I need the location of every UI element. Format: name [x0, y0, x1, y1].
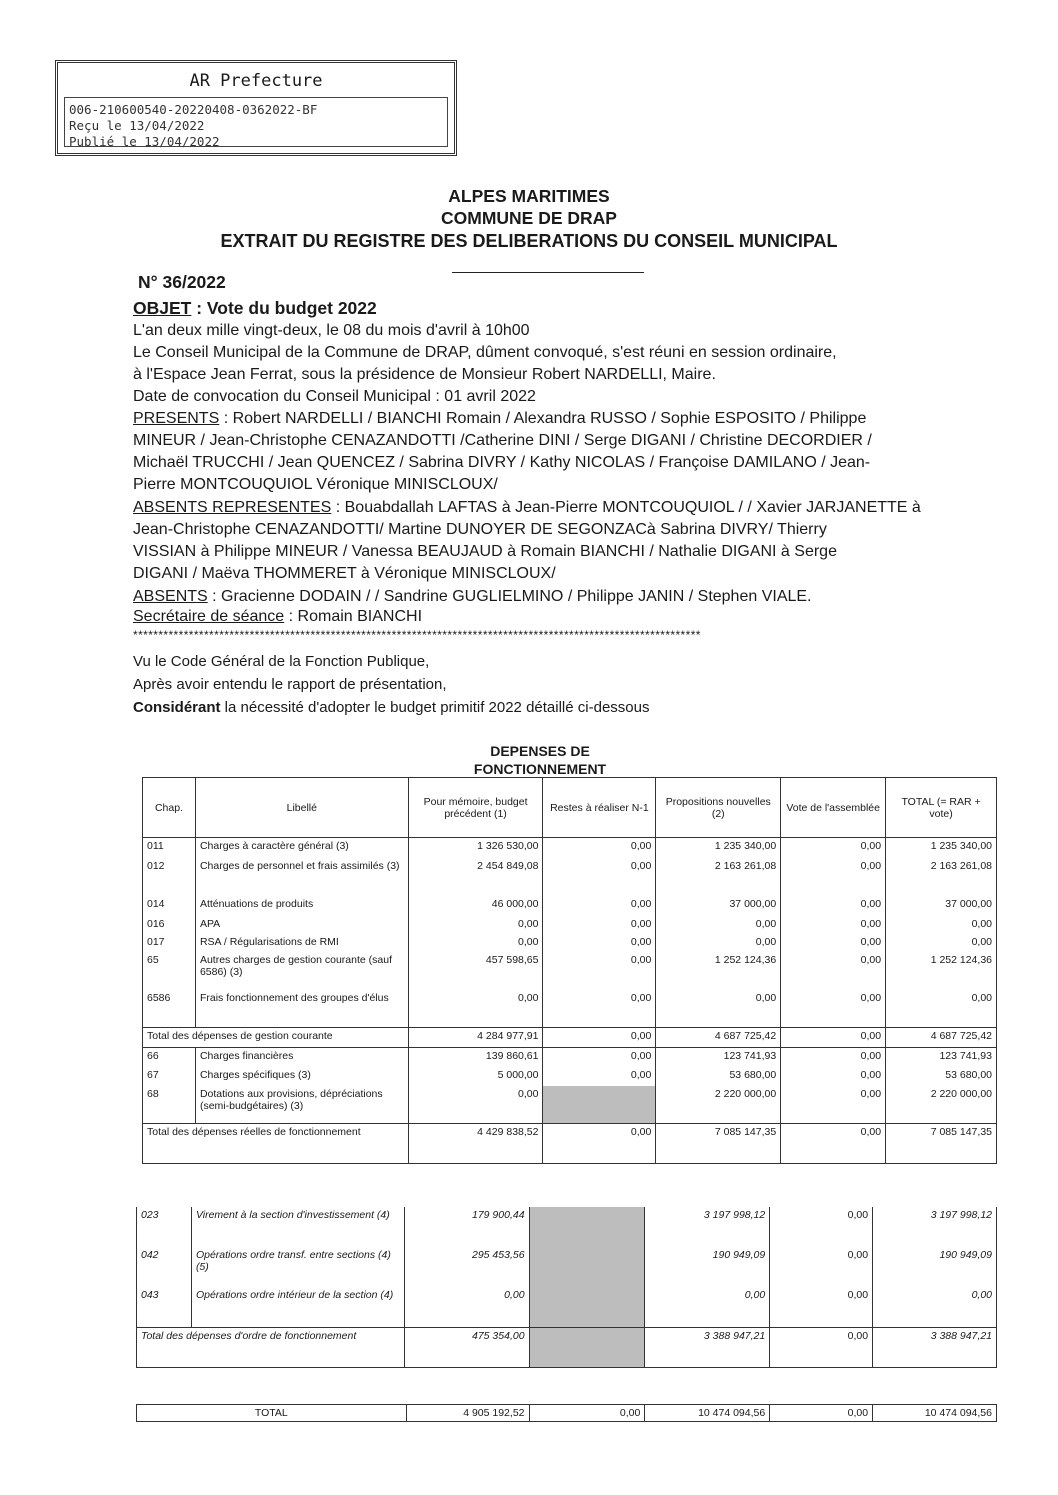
header-rule — [452, 272, 644, 273]
stamp-title: AR Prefecture — [189, 71, 323, 91]
paragraph-lieu: à l'Espace Jean Ferrat, sous la présidence de Monsieur Robert NARDELLI, Maire. — [133, 366, 716, 383]
header-title: EXTRAIT DU REGISTRE DES DELIBERATIONS DU CONSEIL MUNICIPAL — [220, 231, 838, 251]
absents-line: ABSENTS : Gracienne DODAIN / / Sandrine GUGLIELMINO / Philippe JANIN / Stephen VIALE. — [133, 588, 812, 605]
objet-label: OBJET — [133, 298, 192, 318]
prefecture-stamp — [55, 60, 457, 156]
total-row: Total des dépenses réelles de fonctionnement 4 429 838,52 0,00 7 085 147,35 0,00 7 085 147,35 — [143, 1124, 997, 1164]
separator-stars: **************************************************************************************************************** — [133, 628, 701, 642]
ordre-table — [136, 1207, 997, 1368]
total-row: Total des dépenses de gestion courante 4 284 977,91 0,00 4 687 725,42 0,00 4 687 725,42 — [143, 1028, 997, 1048]
header-department: ALPES MARITIMES — [448, 186, 610, 206]
absents-representes-line-2: Jean-Christophe CENAZANDOTTI/ Martine DUNOYER DE SEGONZACà Sabrina DIVRY/ Thierry — [133, 521, 827, 538]
grand-total-row: TOTAL 4 905 192,52 0,00 10 474 094,56 0,00 10 474 094,56 — [137, 1405, 997, 1422]
presents-label: PRESENTS — [133, 410, 220, 427]
grand-total-table — [136, 1404, 997, 1422]
table-row: 017 RSA / Régularisations de RMI 0,00 0,00 0,00 0,00 0,00 — [143, 934, 997, 952]
header-vote: Vote de l'assemblée — [781, 778, 886, 838]
absents-label: ABSENTS — [133, 588, 208, 605]
absents-representes-line-4: DIGANI / Maëva THOMMERET à Véronique MINISCLOUX/ — [133, 565, 556, 582]
absents-representes-line-1: ABSENTS REPRESENTES : Bouabdallah LAFTAS à Jean-Pierre MONTCOUQUIOL / / Xavier JARJANETTE à — [133, 499, 921, 516]
presents-line-1: PRESENTS : Robert NARDELLI / BIANCHI Romain / Alexandra RUSSO / Sophie ESPOSITO / Philippe — [133, 410, 867, 427]
table-row: 66 Charges financières 139 860,61 0,00 123 741,93 0,00 123 741,93 — [143, 1048, 997, 1067]
stamp-details — [64, 97, 448, 147]
vu-line-2: Après avoir entendu le rapport de présentation, — [133, 676, 447, 693]
presents-line-4: Pierre MONTCOUQUIOL Véronique MINISCLOUX/ — [133, 476, 498, 493]
table-row: 6586 Frais fonctionnement des groupes d'élus 0,00 0,00 0,00 0,00 0,00 — [143, 990, 997, 1028]
section-title-1: DEPENSES DE — [490, 743, 590, 759]
vu-line-1: Vu le Code Général de la Fonction Publique, — [133, 653, 430, 670]
table-row: 68 Dotations aux provisions, dépréciations (semi-budgétaires) (3) 0,00 2 220 000,00 0,00 2 220 000,00 — [143, 1086, 997, 1124]
objet — [133, 298, 377, 319]
total-row: Total des dépenses d'ordre de fonctionnement 475 354,00 3 388 947,21 0,00 3 388 947,21 — [137, 1327, 997, 1367]
stamp-ref: 006-210600540-20220408-0362022-BF — [69, 102, 318, 117]
table-row: 043 Opérations ordre intérieur de la section (4) 0,00 0,00 0,00 0,00 — [137, 1287, 997, 1327]
paragraph-date: L'an deux mille vingt-deux, le 08 du mois d'avril à 10h00 — [133, 322, 530, 339]
header-chap: Chap. — [143, 778, 196, 838]
stamp-publie: Publié le 13/04/2022 — [69, 134, 220, 149]
section-title-2: FONCTIONNEMENT — [473, 761, 607, 777]
table-row: 042 Opérations ordre transf. entre sections (4) (5) 295 453,56 190 949,09 0,00 190 949,09 — [137, 1247, 997, 1287]
header-total: TOTAL (= RAR + vote) — [886, 778, 997, 838]
paragraph-convocation: Le Conseil Municipal de la Commune de DRAP, dûment convoqué, s'est réuni en session ordinaire, — [133, 344, 837, 361]
table-header-row — [143, 778, 997, 838]
header-libelle: Libellé — [195, 778, 408, 838]
table-row: 014 Atténuations de produits 46 000,00 0,00 37 000,00 0,00 37 000,00 — [143, 896, 997, 916]
table-row: 016 APA 0,00 0,00 0,00 0,00 0,00 — [143, 916, 997, 934]
table-row: 67 Charges spécifiques (3) 5 000,00 0,00 53 680,00 0,00 53 680,00 — [143, 1067, 997, 1086]
table-row: 012 Charges de personnel et frais assimilés (3) 2 454 849,08 0,00 2 163 261,08 0,00 2 163 261,08 — [143, 858, 997, 896]
header-restes: Restes à réaliser N-1 — [543, 778, 656, 838]
table-row: 011 Charges à caractère général (3) 1 326 530,00 0,00 1 235 340,00 0,00 1 235 340,00 — [143, 838, 997, 858]
table-row: 023 Virement à la section d'investissement (4) 179 900,44 3 197 998,12 0,00 3 197 998,12 — [137, 1207, 997, 1247]
absents-representes-line-3: VISSIAN à Philippe MINEUR / Vanessa BEAUJAUD à Romain BIANCHI / Nathalie DIGANI à Serge — [133, 543, 837, 560]
depenses-table — [142, 777, 997, 1164]
header-memoire: Pour mémoire, budget précédent (1) — [408, 778, 543, 838]
table-row: 65 Autres charges de gestion courante (sauf 6586) (3) 457 598,65 0,00 1 252 124,36 0,00 1 252 124,36 — [143, 952, 997, 990]
header-propositions: Propositions nouvelles (2) — [656, 778, 781, 838]
secretaire-line: Secrétaire de séance : Romain BIANCHI — [133, 608, 423, 625]
presents-line-3: Michaël TRUCCHI / Jean QUENCEZ / Sabrina DIVRY / Kathy NICOLAS / Françoise DAMILANO / Jean- — [133, 454, 871, 471]
header-commune: COMMUNE DE DRAP — [441, 208, 617, 228]
deliberation-number: N° 36/2022 — [138, 272, 226, 292]
vu-line-3: Considérant la nécessité d'adopter le budget primitif 2022 détaillé ci-dessous — [133, 699, 650, 716]
presents-line-2: MINEUR / Jean-Christophe CENAZANDOTTI /Catherine DINI / Serge DIGANI / Christine DECORDIER / — [133, 432, 872, 449]
paragraph-date-convocation: Date de convocation du Conseil Municipal : 01 avril 2022 — [133, 388, 536, 405]
objet-text: : Vote du budget 2022 — [191, 298, 377, 318]
considerant-label: Considérant — [133, 699, 221, 716]
secretaire-label: Secrétaire de séance — [133, 608, 285, 625]
stamp-recu: Reçu le 13/04/2022 — [69, 118, 205, 133]
absents-representes-label: ABSENTS REPRESENTES — [133, 499, 332, 516]
